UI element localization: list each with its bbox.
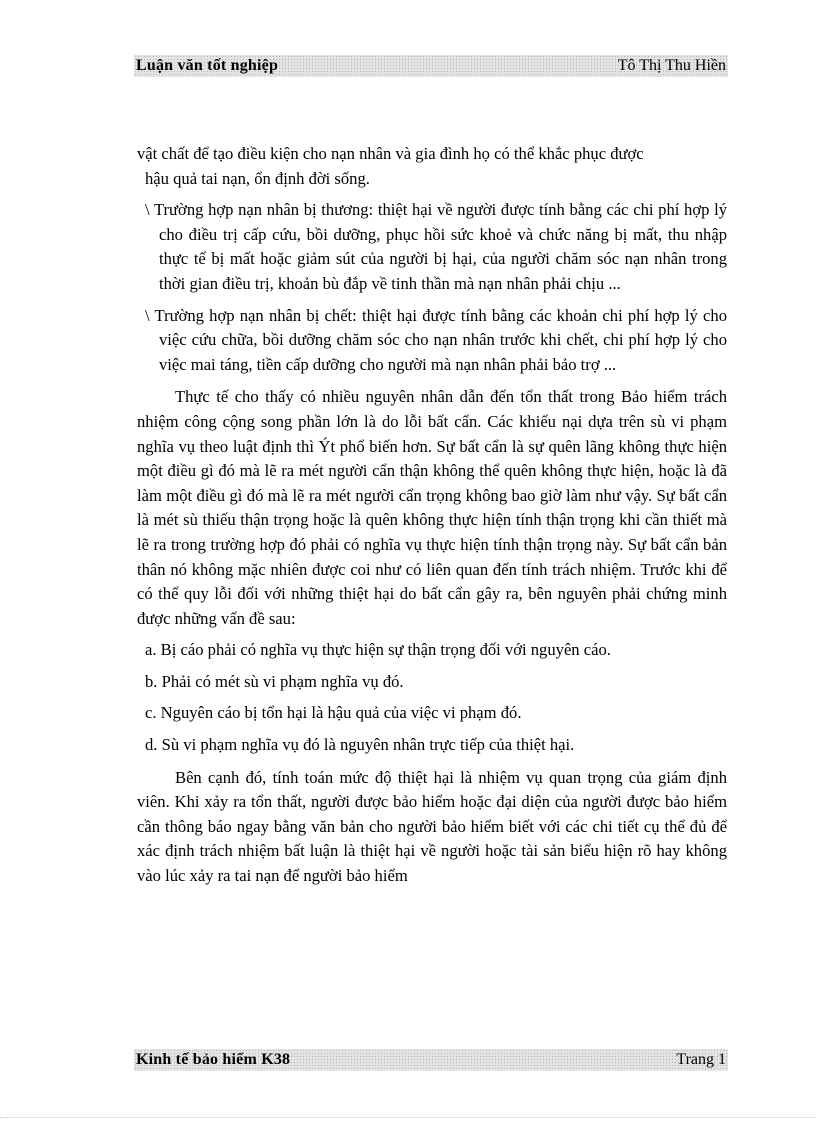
page-header — [134, 55, 728, 77]
header-author: Tô Thị Thu Hiền — [617, 57, 726, 74]
intro-line-1: vật chất để tạo điều kiện cho nạn nhân và gia đình họ có thể khắc phục được — [137, 144, 644, 163]
header-title: Luận văn tốt nghiệp — [136, 57, 279, 74]
list-item-c: c. Nguyên cáo bị tổn hại là hậu quả của việc vi phạm đó. — [145, 703, 522, 723]
page-body — [137, 142, 727, 889]
bullet-injured: \ Trường hợp nạn nhân bị thương: thiệt hại về người được tính bằng các chi phí hợp lý cho điều trị cấp cứu, bồi dưỡng, phục hồi sức khoẻ và chức năng bị mất, thu nhập thực tế bị mất hoặc giảm sút của người bị hại, của người chăm sóc nạn nhân trong thời gian điều trị, khoản bù đắp về tinh thần mà nạn nhân phải chịu ... — [145, 200, 727, 293]
list-item-b: b. Phải có mét sù vi phạm nghĩa vụ đó. — [145, 671, 404, 691]
list-item-d: d. Sù vi phạm nghĩa vụ đó là nguyên nhân trực tiếp của thiệt hại. — [145, 735, 575, 755]
list-item-a: a. Bị cáo phải có nghĩa vụ thực hiện sự thận trọng đối với nguyên cáo. — [145, 640, 611, 660]
intro-line-2: hậu quả tai nạn, ổn định đời sống. — [145, 168, 370, 188]
paragraph-damage-assessment: Bên cạnh đó, tính toán mức độ thiệt hại là nhiệm vụ quan trọng của giám định viên. Khi xảy ra tổn thất, người được bảo hiểm hoặc đại diện của người được bảo hiểm cần thông báo ngay bằng văn bản cho người bảo hiểm biết với các chi tiết cụ thể đủ để xác định trách nhiệm bất luận là thiệt hại về người hoặc tài sản biểu hiện rõ hay không vào lúc xảy ra tai nạn để người bảo hiểm — [137, 767, 727, 886]
page-footer — [134, 1049, 728, 1071]
footer-course: Kinh tế bảo hiểm K38 — [136, 1051, 291, 1068]
bullet-deceased: \ Trường hợp nạn nhân bị chết: thiệt hại được tính bằng các khoản chi phí hợp lý cho việc cứu chữa, bồi dưỡng chăm sóc cho nạn nhân trước khi chết, chi phí hợp lý cho việc mai táng, tiền cấp dưỡng cho người mà nạn nhân phải bảo trợ ... — [145, 305, 727, 374]
page-edge-divider — [0, 1117, 816, 1118]
paragraph-negligence: Thực tế cho thấy có nhiều nguyên nhân dẫn đến tổn thất trong Bảo hiểm trách nhiệm công cộng song phần lớn là do lỗi bất cẩn. Các khiếu nại dựa trên sù vi phạm nghĩa vụ theo luật định thì Ýt phổ biến hơn. Sự bất cẩn là sự quên lãng không thực hiện một điều gì đó mà lẽ ra mét người cẩn thận không thể quên không thực hiện, hoặc là đã làm một điều gì đó mà lẽ ra mét người cẩn trọng không bao giờ làm như vậy. Sự bất cẩn là mét sù thiếu thận trọng hoặc là quên không thực hiện tính thận trọng khi cần thiết mà lẽ ra trong trường hợp đó phải có nghĩa vụ thực hiện tính thận trọng này. Sự bất cẩn bản thân nó không mặc nhiên được coi như có liên quan đến tính trách nhiệm. Trước khi để có thể quy lỗi đối với những thiệt hại do bất cẩn gây ra, bên nguyên phải chứng minh được những vấn đề sau: — [137, 387, 727, 628]
footer-page-number: Trang 1 — [676, 1051, 726, 1068]
intro-continuation — [137, 142, 727, 191]
